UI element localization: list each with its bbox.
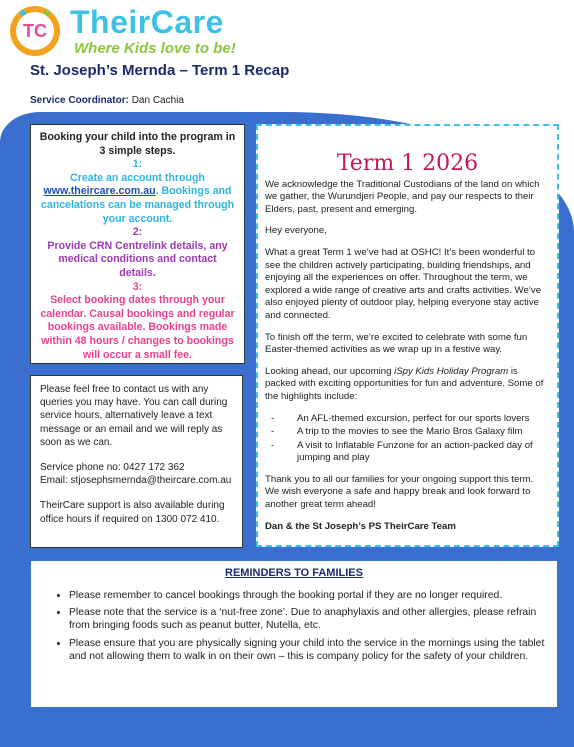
theircare-logo-icon [10, 6, 60, 56]
brand-name: TheirCare [70, 4, 224, 40]
greeting: Hey everyone, [265, 225, 327, 237]
term-paragraph-2: To finish off the term, we’re excited to celebrate with some fun Easter-themed activities as we wrap up in a festive way. [265, 331, 528, 356]
service-email: Email: stjosephsmernda@theircare.com.au [40, 475, 232, 487]
acknowledgement-of-country: We acknowledge the Traditional Custodians of the land on which we gather, the Wurundjeri People, and pay our respects to their Elders, past, present and emerging. [265, 178, 540, 215]
contact-info-box [30, 375, 243, 548]
term-paragraph-4: Thank you to all our families for your ongoing support this term. We wish everyone a safe and happy break and look forward to another great term ahead! [265, 473, 534, 511]
contact-details [40, 461, 233, 487]
term-paragraph-1: What a great Term 1 we’ve had at OSHC! It’s been wonderful to see the children actively participating, building friendships, and enjoying all the experiences on offer. Throughout the term, we explored a wide range of creative arts and crafts activities. We’ve also enjoyed plenty of outdoor play, helping everyone stay active and connected. [265, 246, 542, 321]
brand-tagline: Where Kids love to be! [74, 40, 236, 57]
service-coordinator [30, 95, 184, 106]
term-paragraph-3-a: Looking ahead, our upcoming [265, 365, 395, 377]
step-1-text-b: . Bookings and cancelations can be managed through your account. [40, 185, 235, 225]
theircare-website-link[interactable]: www.theircare.com.au [43, 185, 156, 198]
step-1-text [39, 172, 236, 226]
list-item: - A trip to the movies to see the Mario Bros Galaxy film [297, 426, 550, 439]
booking-steps-intro: Booking your child into the program in 3 simple steps. [39, 131, 236, 157]
list-item: • Please note that the service is a ‘nut-free zone’. Due to anaphylaxis and other allergies, please refrain from bringing foods such as peanut butter, Nutella, etc. [69, 606, 545, 632]
list-item: - A visit to Inflatable Funzone for an action-packed day of jumping and play [297, 440, 550, 465]
coordinator-name: Dan Cachia [131, 95, 184, 106]
logo-letters: TC [16, 12, 54, 50]
list-item: • Please remember to cancel bookings through the booking portal if they are no longer required. [69, 589, 545, 602]
list-item: • Please ensure that you are physically signing your child into the service in the mornings using the tablet and not allowing them to walk in on their own – this is company policy for the safety of your children. [69, 637, 545, 663]
service-phone: Service phone no: 0427 172 362 [40, 462, 185, 474]
term-paragraph-3-b: is packed with exciting opportunities for fun and adventure. Some of the highlights include: [265, 365, 544, 402]
support-info: TheirCare support is also available during office hours if required on 1300 072 410. [40, 500, 225, 525]
step-1-number: 1: [132, 158, 143, 171]
step-3-text: Select booking dates through your calendar. Causal bookings and regular bookings available. Bookings made within 48 hours / changes to bookings will occur a small fee. [40, 294, 235, 361]
term-title: Term 1 2026 [336, 151, 479, 176]
step-2-text: Provide CRN Centrelink details, any medical conditions and contact details. [47, 239, 228, 279]
reminders-list [43, 589, 545, 663]
page-title: St. Joseph’s Mernda – Term 1 Recap [30, 62, 290, 79]
step-2-number: 2: [132, 226, 143, 239]
reminders-title: REMINDERS TO FAMILIES [225, 567, 363, 579]
coordinator-label: Service Coordinator: [30, 95, 129, 106]
highlights-list [265, 413, 550, 465]
brand-header [10, 6, 310, 58]
reminders-box [30, 560, 558, 708]
contact-intro: Please feel free to contact us with any queries you may have. You can call during service hours, alternatively leave a text message or an email and we will reply as soon as we can. [40, 384, 228, 448]
booking-steps-box [30, 124, 245, 364]
step-1-text-a: Create an account through [70, 171, 205, 184]
step-3-number: 3: [132, 280, 143, 293]
term-paragraph-3 [265, 366, 550, 404]
list-item: - An AFL-themed excursion, perfect for our sports lovers [297, 413, 550, 426]
term-recap-box [256, 124, 559, 547]
holiday-program-name: iSpy Kids Holiday Program [394, 365, 509, 377]
signoff: Dan & the St Joseph’s PS TheirCare Team [265, 520, 456, 532]
